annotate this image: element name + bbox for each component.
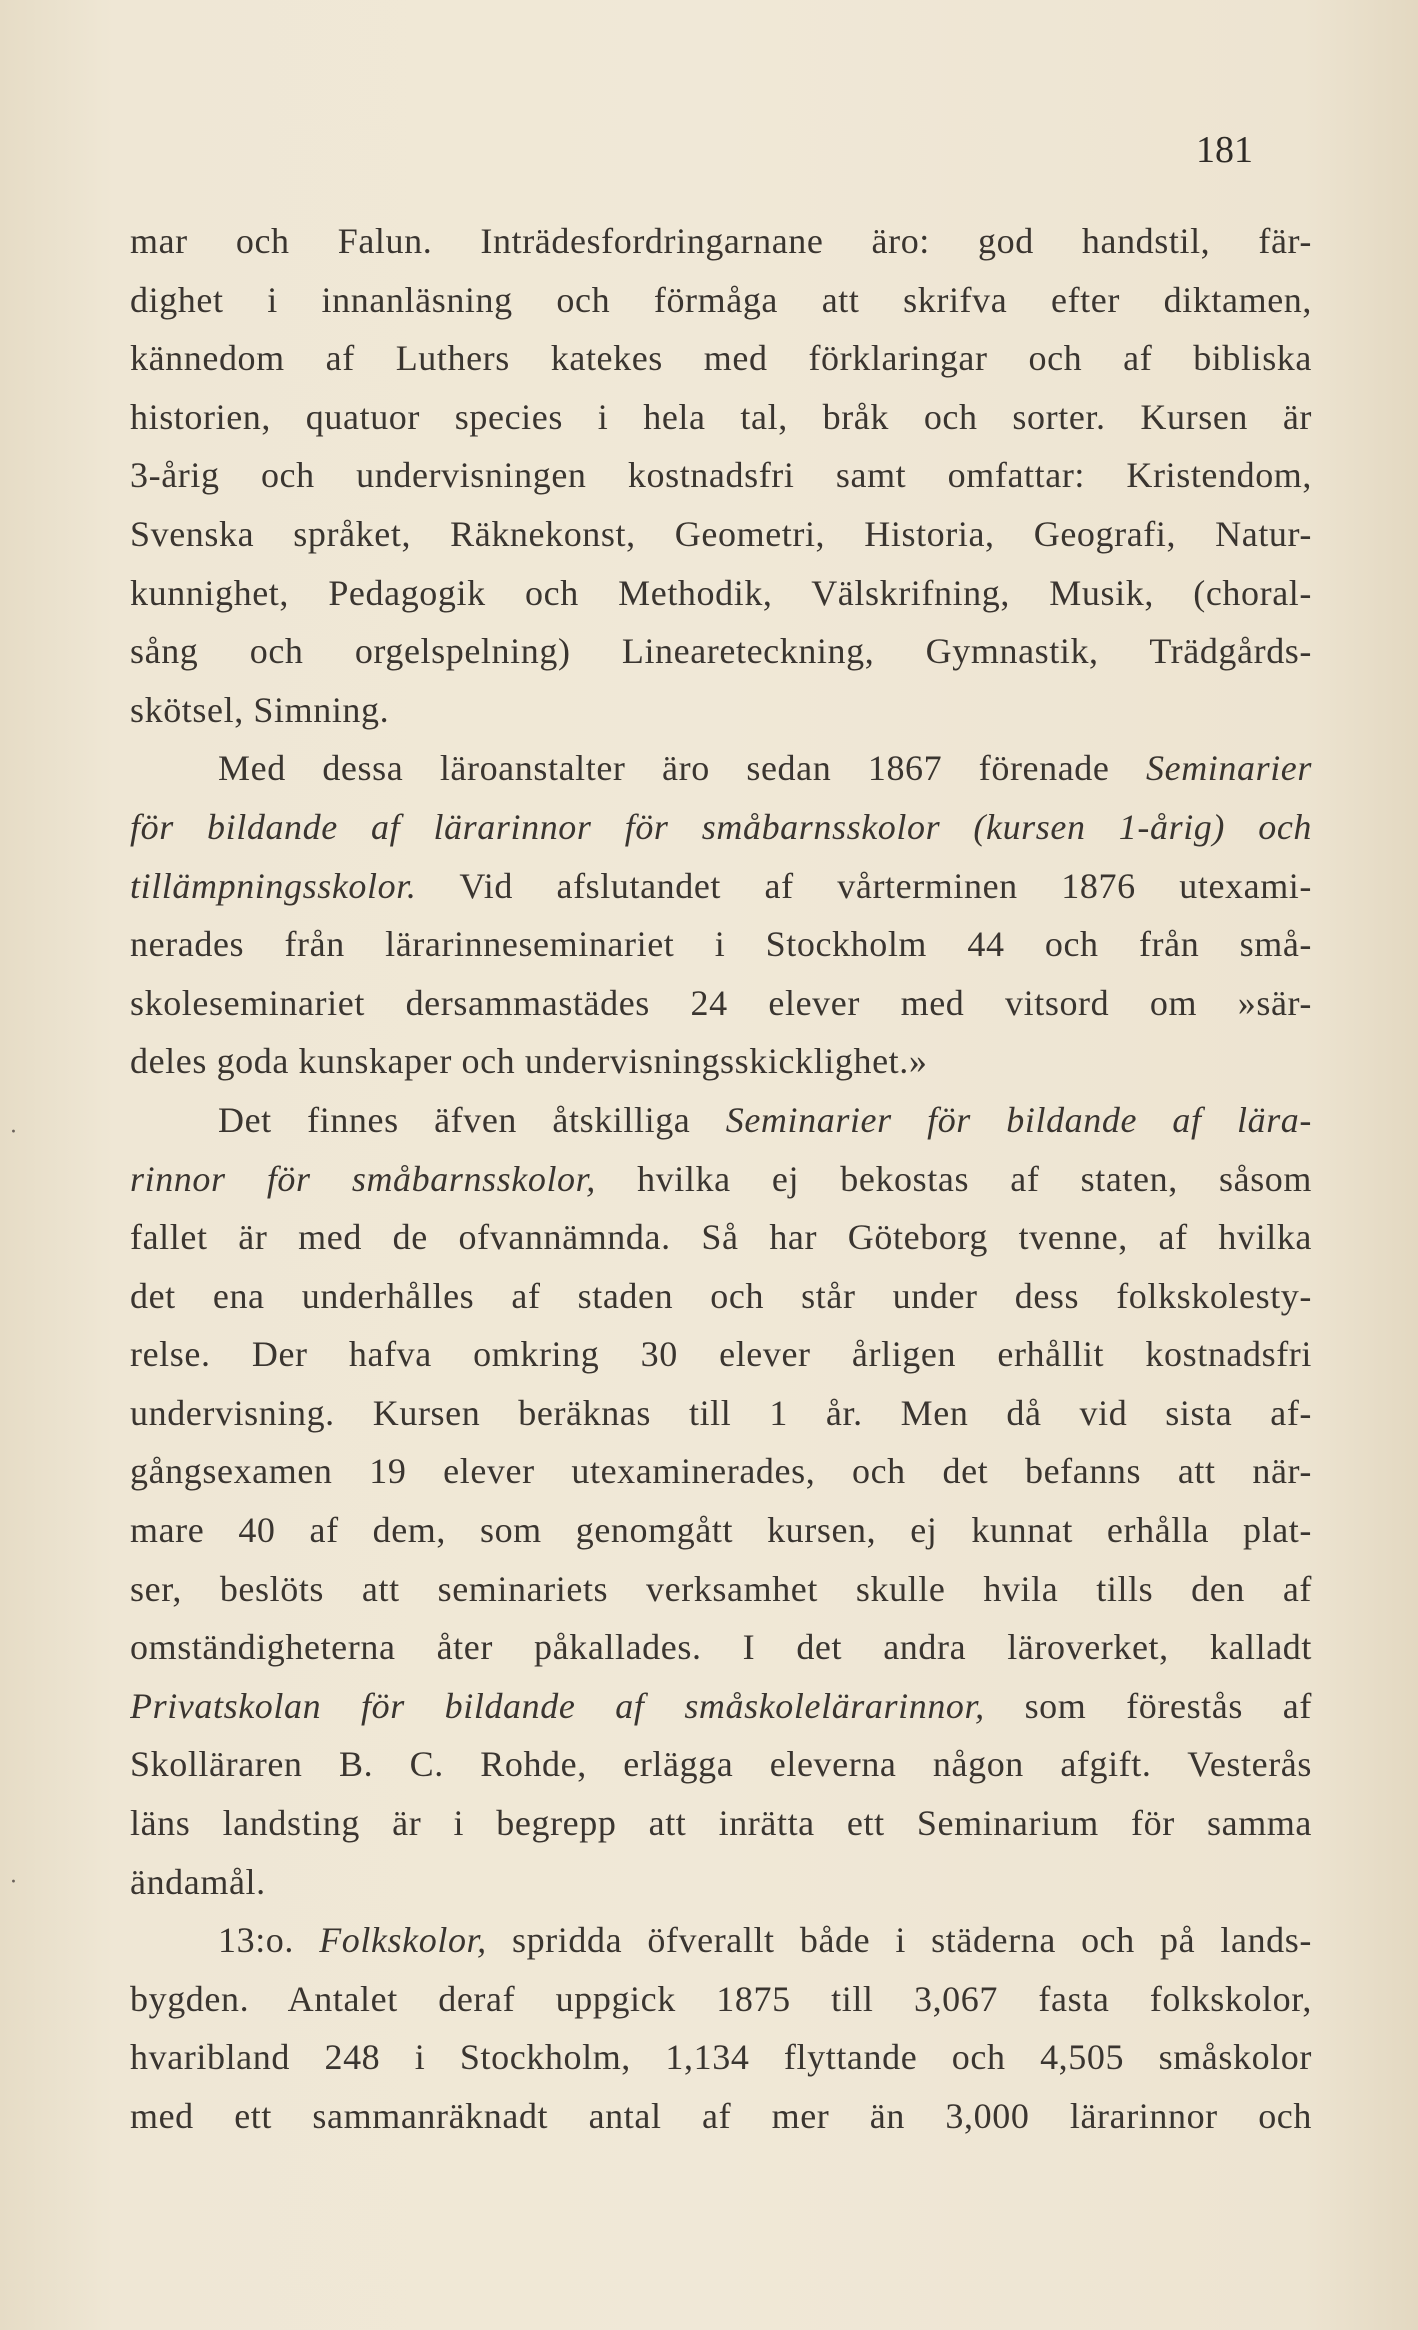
- italic-text: Seminarier: [1146, 748, 1312, 789]
- text-line: [130, 857, 1312, 916]
- text-line: [130, 2028, 1312, 2087]
- text-line: [130, 1384, 1312, 1443]
- text-segment: mar och Falun. Inträdesfordringarnane äro: god handstil, fär-: [130, 221, 1312, 261]
- text-line: [130, 446, 1312, 505]
- text-line: [130, 1150, 1312, 1209]
- margin-mark: ·: [10, 1120, 17, 1145]
- text-line: [130, 505, 1312, 564]
- text-segment: kunnighet, Pedagogik och Methodik, Välskrifning, Musik, (choral-: [130, 572, 1312, 613]
- text-line: [130, 739, 1312, 798]
- text-line: [130, 271, 1312, 330]
- text-segment: fallet är med de ofvannämnda. Så har Göteborg tvenne, af hvilka: [130, 1217, 1312, 1258]
- italic-text: Folkskolor,: [319, 1920, 487, 1961]
- text-segment: dighet i innanläsning och förmåga att skrifva efter diktamen,: [130, 279, 1312, 320]
- italic-text: rinnor för småbarnsskolor,: [130, 1158, 596, 1199]
- text-segment: skötsel, Simning.: [130, 689, 390, 730]
- text-segment: som förestås af: [984, 1685, 1312, 1726]
- text-segment: ändamål.: [130, 1861, 266, 1902]
- italic-text: Privatskolan för bildande af småskolelärarinnor,: [130, 1685, 985, 1726]
- text-line: [130, 1267, 1312, 1326]
- text-line: [130, 2087, 1312, 2146]
- text-line: [130, 212, 1312, 271]
- text-line: [130, 1618, 1312, 1677]
- text-line: [130, 388, 1312, 447]
- text-line: [130, 622, 1312, 681]
- text-line: [130, 329, 1312, 388]
- italic-text: för bildande af lärarinnor för småbarnsskolor (kursen 1-årig) och: [130, 806, 1312, 847]
- italic-text: tillämpningsskolor.: [130, 865, 417, 906]
- text-segment: Vid afslutandet af vårterminen 1876 utexami-: [416, 865, 1312, 906]
- text-segment: Skolläraren B. C. Rohde, erlägga eleverna någon afgift. Vesterås: [130, 1744, 1312, 1785]
- text-segment: Med dessa läroanstalter äro sedan 1867 förenade: [218, 748, 1147, 789]
- text-line: [130, 1091, 1312, 1150]
- text-line: [130, 1970, 1312, 2029]
- text-segment: Svenska språket, Räknekonst, Geometri, Historia, Geografi, Natur-: [130, 513, 1312, 554]
- text-line: [130, 1032, 1312, 1091]
- text-segment: 13:o.: [218, 1920, 320, 1961]
- text-segment: det ena underhålles af staden och står under dess folkskolesty-: [130, 1275, 1312, 1316]
- text-line: [130, 1208, 1312, 1267]
- text-line: [130, 681, 1312, 740]
- text-segment: 3-årig och undervisningen kostnadsfri samt omfattar: Kristendom,: [130, 455, 1312, 496]
- text-line: [130, 564, 1312, 623]
- text-segment: deles goda kunskaper och undervisningsskicklighet.»: [130, 1041, 928, 1082]
- text-segment: nerades från lärarinneseminariet i Stockholm 44 och från små-: [130, 924, 1312, 965]
- text-segment: mare 40 af dem, som genomgått kursen, ej kunnat erhålla plat-: [130, 1510, 1312, 1551]
- text-segment: läns landsting är i begrepp att inrätta ett Seminarium för samma: [130, 1803, 1312, 1844]
- text-segment: sång och orgelspelning) Lineareteckning, Gymnastik, Trädgårds-: [130, 631, 1312, 672]
- text-segment: ser, beslöts att seminariets verksamhet skulle hvila tills den af: [130, 1568, 1312, 1609]
- text-line: [130, 1560, 1312, 1619]
- text-segment: undervisning. Kursen beräknas till 1 år. Men då vid sista af-: [130, 1392, 1312, 1433]
- text-segment: spridda öfverallt både i städerna och på lands-: [486, 1920, 1312, 1961]
- text-segment: relse. Der hafva omkring 30 elever årligen erhållit kostnadsfri: [130, 1334, 1312, 1375]
- text-line: [130, 974, 1312, 1033]
- page-number: 181: [1196, 129, 1253, 171]
- text-line: [130, 1853, 1312, 1912]
- body-text: [130, 212, 1312, 2146]
- margin-mark: ·: [10, 1870, 17, 1895]
- text-segment: skoleseminariet dersammastädes 24 elever med vitsord om »sär-: [130, 982, 1312, 1023]
- text-segment: historien, quatuor species i hela tal, bråk och sorter. Kursen är: [130, 396, 1312, 437]
- text-segment: bygden. Antalet deraf uppgick 1875 till 3,067 fasta folkskolor,: [130, 1978, 1312, 2019]
- text-line: [130, 915, 1312, 974]
- text-segment: gångsexamen 19 elever utexaminerades, och det befanns att när-: [130, 1451, 1312, 1492]
- text-segment: Det finnes äfven åtskilliga: [218, 1099, 726, 1140]
- text-segment: omständigheterna åter påkallades. I det andra läroverket, kalladt: [130, 1627, 1312, 1668]
- text-line: [130, 1911, 1312, 1970]
- text-segment: kännedom af Luthers katekes med förklaringar och af bibliska: [130, 338, 1312, 379]
- text-line: [130, 1677, 1312, 1736]
- text-line: [130, 1325, 1312, 1384]
- text-line: [130, 1442, 1312, 1501]
- text-segment: hvilka ej bekostas af staten, såsom: [595, 1158, 1312, 1199]
- text-segment: hvaribland 248 i Stockholm, 1,134 flyttande och 4,505 småskolor: [130, 2037, 1312, 2078]
- text-line: [130, 1501, 1312, 1560]
- italic-text: Seminarier för bildande af lära-: [725, 1099, 1312, 1140]
- text-line: [130, 1794, 1312, 1853]
- text-segment: med ett sammanräknadt antal af mer än 3,000 lärarinnor och: [130, 2096, 1312, 2136]
- text-line: [130, 1735, 1312, 1794]
- text-line: [130, 798, 1312, 857]
